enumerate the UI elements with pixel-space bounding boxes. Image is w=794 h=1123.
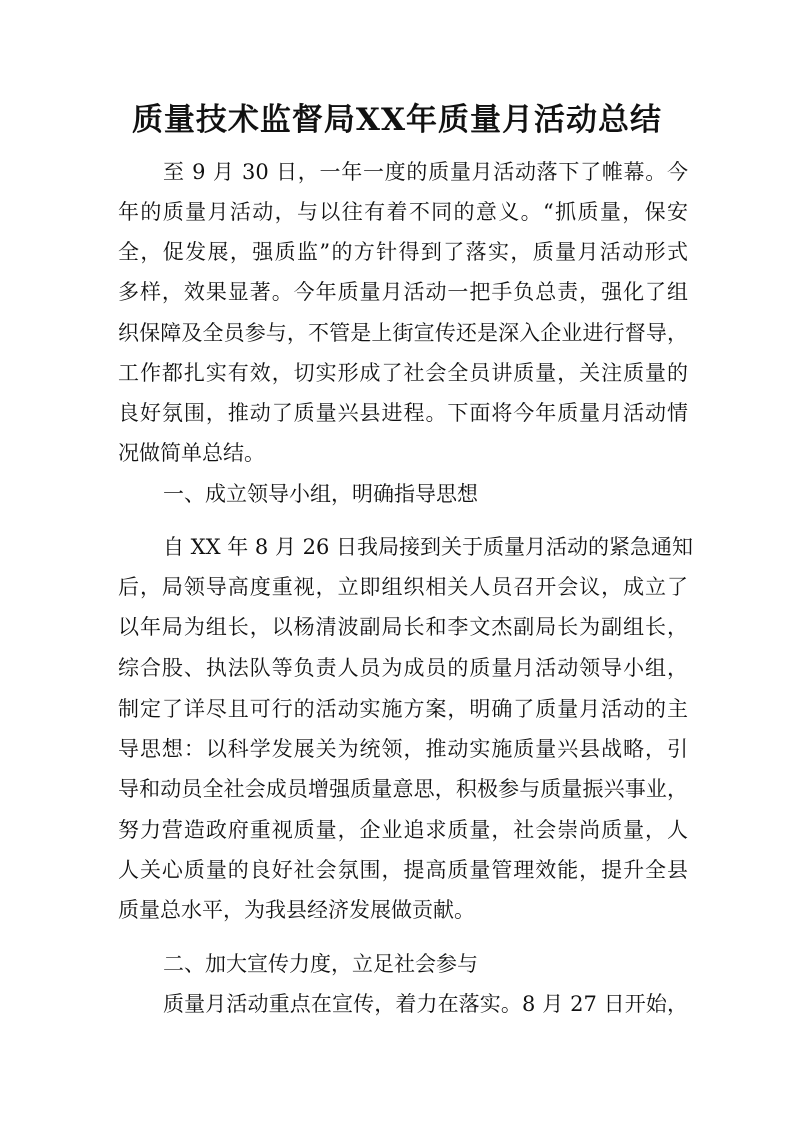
paragraph-2-line-10: 质量总水平，为我县经济发展做贡献。 (118, 898, 475, 922)
paragraph-2-line-9: 人关心质量的良好社会氛围，提高质量管理效能，提升全县 (118, 858, 688, 882)
document-title: 质量技术监督局XX年质量月活动总结 (131, 102, 663, 138)
paragraph-2-line-7: 导和动员全社会成员增强质量意思，积极参与质量振兴事业， (118, 777, 688, 801)
paragraph-2-line-8: 努力营造政府重视质量，企业追求质量，社会崇尚质量，人 (118, 818, 688, 842)
section-heading-2: 二、加大宣传力度，立足社会参与 (163, 952, 478, 976)
paragraph-2-line-5: 制定了详尽且可行的活动实施方案，明确了质量月活动的主 (118, 697, 688, 721)
paragraph-2-line-2: 后，局领导高度重视，立即组织相关人员召开会议，成立了 (118, 575, 688, 599)
paragraph-2-line-4: 综合股、执法队等负责人员为成员的质量月活动领导小组， (118, 656, 688, 680)
paragraph-2-line-3: 以年局为组长，以杨清波副局长和李文杰副局长为副组长， (118, 615, 688, 639)
paragraph-1-line-5: 织保障及全员参与，不管是上街宣传还是深入企业进行督导， (118, 321, 688, 345)
paragraph-2-line-1: 自 XX 年 8 月 26 日我局接到关于质量月活动的紧急通知 (163, 535, 694, 559)
paragraph-1-line-3: 全，促发展，强质监”的方针得到了落实，质量月活动形式 (118, 240, 688, 264)
paragraph-1-line-8: 况做简单总结。 (118, 441, 265, 465)
paragraph-1-line-7: 良好氛围，推动了质量兴县进程。下面将今年质量月活动情 (118, 401, 688, 425)
paragraph-1-line-2: 年的质量月活动，与以往有着不同的意义。“抓质量，保安 (118, 200, 688, 224)
paragraph-1-line-6: 工作都扎实有效，切实形成了社会全员讲质量，关注质量的 (118, 361, 688, 385)
paragraph-2-line-6: 导思想：以科学发展关为统领，推动实施质量兴县战略，引 (118, 737, 688, 761)
paragraph-1-line-1: 至 9 月 30 日，一年一度的质量月活动落下了帷幕。今 (163, 160, 688, 184)
paragraph-3-line-1: 质量月活动重点在宣传，着力在落实。8 月 27 日开始， (163, 992, 688, 1016)
paragraph-1-line-4: 多样，效果显著。今年质量月活动一把手负总责，强化了组 (118, 280, 688, 304)
section-heading-1: 一、成立领导小组，明确指导思想 (163, 482, 478, 506)
